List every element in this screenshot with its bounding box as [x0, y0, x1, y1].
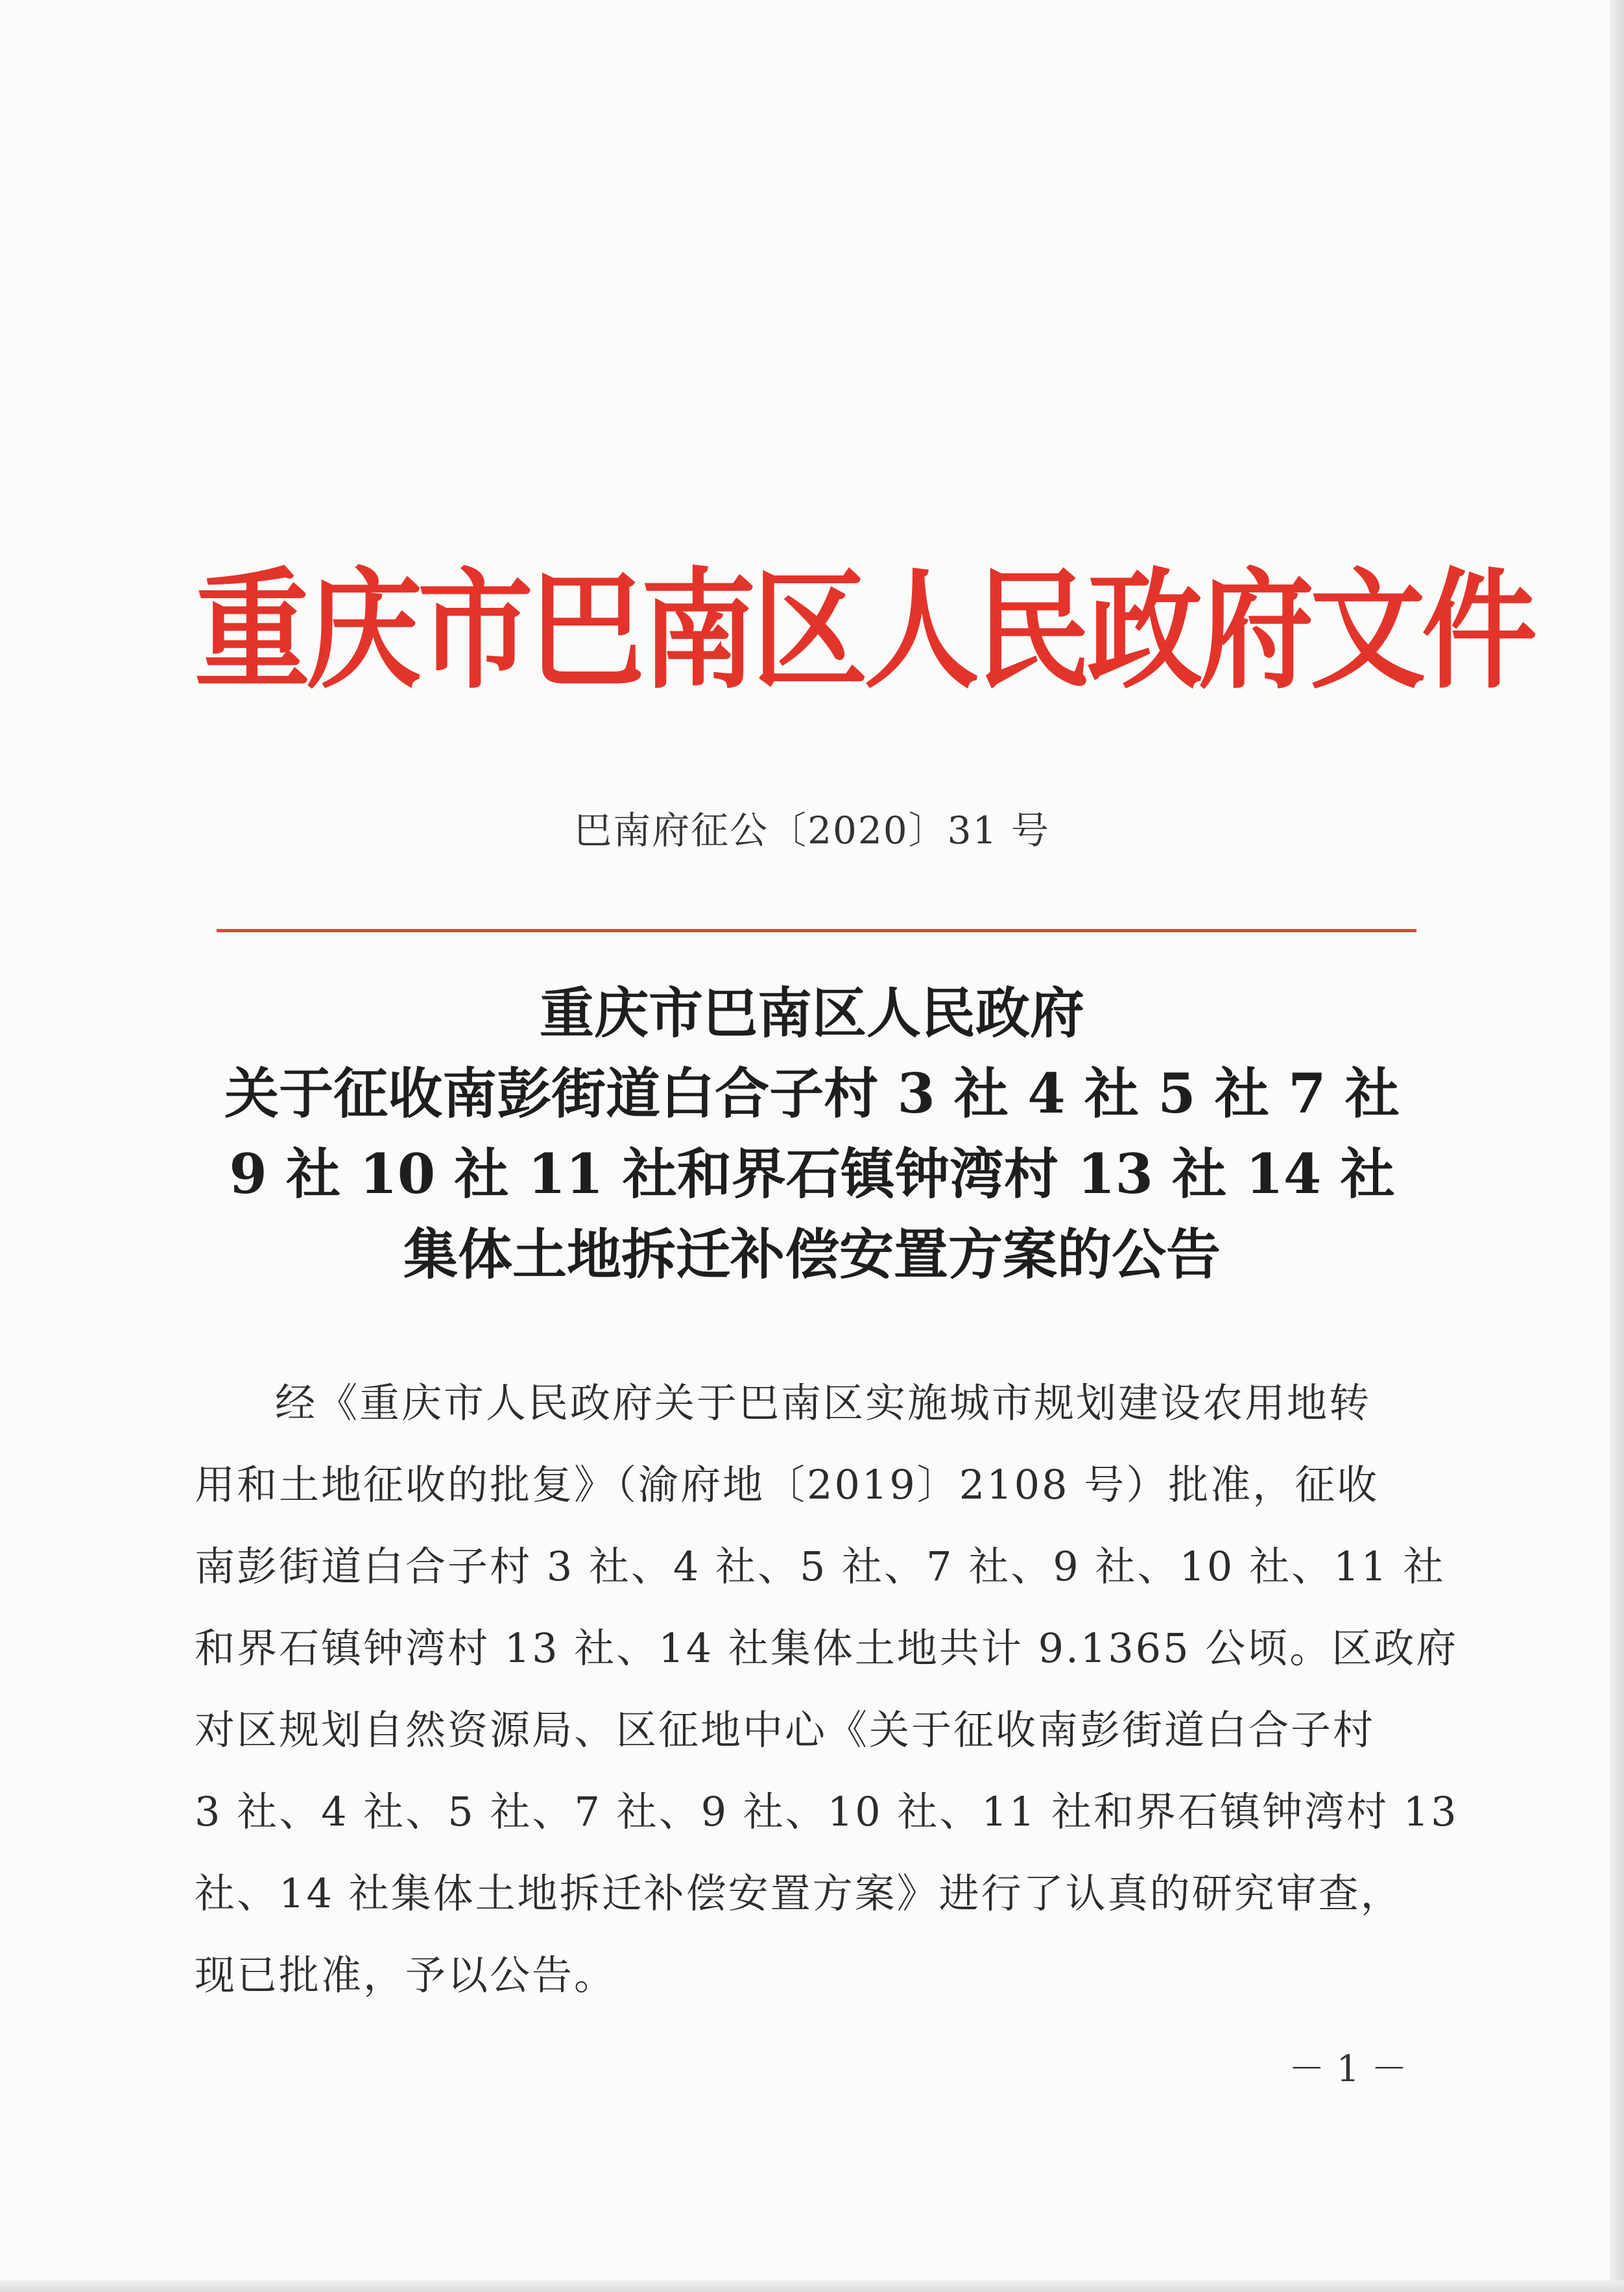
title-line-2: 关于征收南彭街道白合子村 3 社 4 社 5 社 7 社: [224, 1061, 1400, 1126]
body-line-6: 3 社、4 社、5 社、7 社、9 社、10 社、11 社和界石镇钟湾村 13: [195, 1788, 1459, 1835]
masthead: 重庆市巴南区人民政府文件: [195, 554, 1533, 706]
body-line-2: 用和土地征收的批复》（渝府地〔2019〕2108 号）批准，征收: [195, 1461, 1379, 1508]
scan-edge-right: [1610, 0, 1624, 2292]
body-line-1: 经《重庆市人民政府关于巴南区实施城市规划建设农用地转: [275, 1379, 1372, 1427]
body-line-3: 南彭街道白合子村 3 社、4 社、5 社、7 社、9 社、10 社、11 社: [195, 1543, 1446, 1590]
document-title: [169, 973, 1455, 1295]
scan-edge-bottom: [0, 2280, 1624, 2292]
body-paragraph: [195, 1362, 1459, 2016]
title-line-3: 9 社 10 社 11 社和界石镇钟湾村 13 社 14 社: [229, 1142, 1395, 1206]
body-line-4: 和界石镇钟湾村 13 社、14 社集体土地共计 9.1365 公顷。区政府: [195, 1624, 1459, 1672]
body-line-7: 社、14 社集体土地拆迁补偿安置方案》进行了认真的研究审查，: [195, 1870, 1403, 1917]
title-line-1: 重庆市巴南区人民政府: [539, 981, 1084, 1045]
red-separator-rule: [217, 929, 1416, 932]
page-number: － 1 －: [1288, 2048, 1407, 2090]
body-line-8: 现已批准，予以公告。: [195, 1951, 617, 1999]
title-line-4: 集体土地拆迁补偿安置方案的公告: [403, 1222, 1221, 1286]
body-line-5: 对区规划自然资源局、区征地中心《关于征收南彭街道白合子村: [195, 1706, 1376, 1754]
document-number: 巴南府征公〔2020〕31 号: [574, 808, 1050, 852]
